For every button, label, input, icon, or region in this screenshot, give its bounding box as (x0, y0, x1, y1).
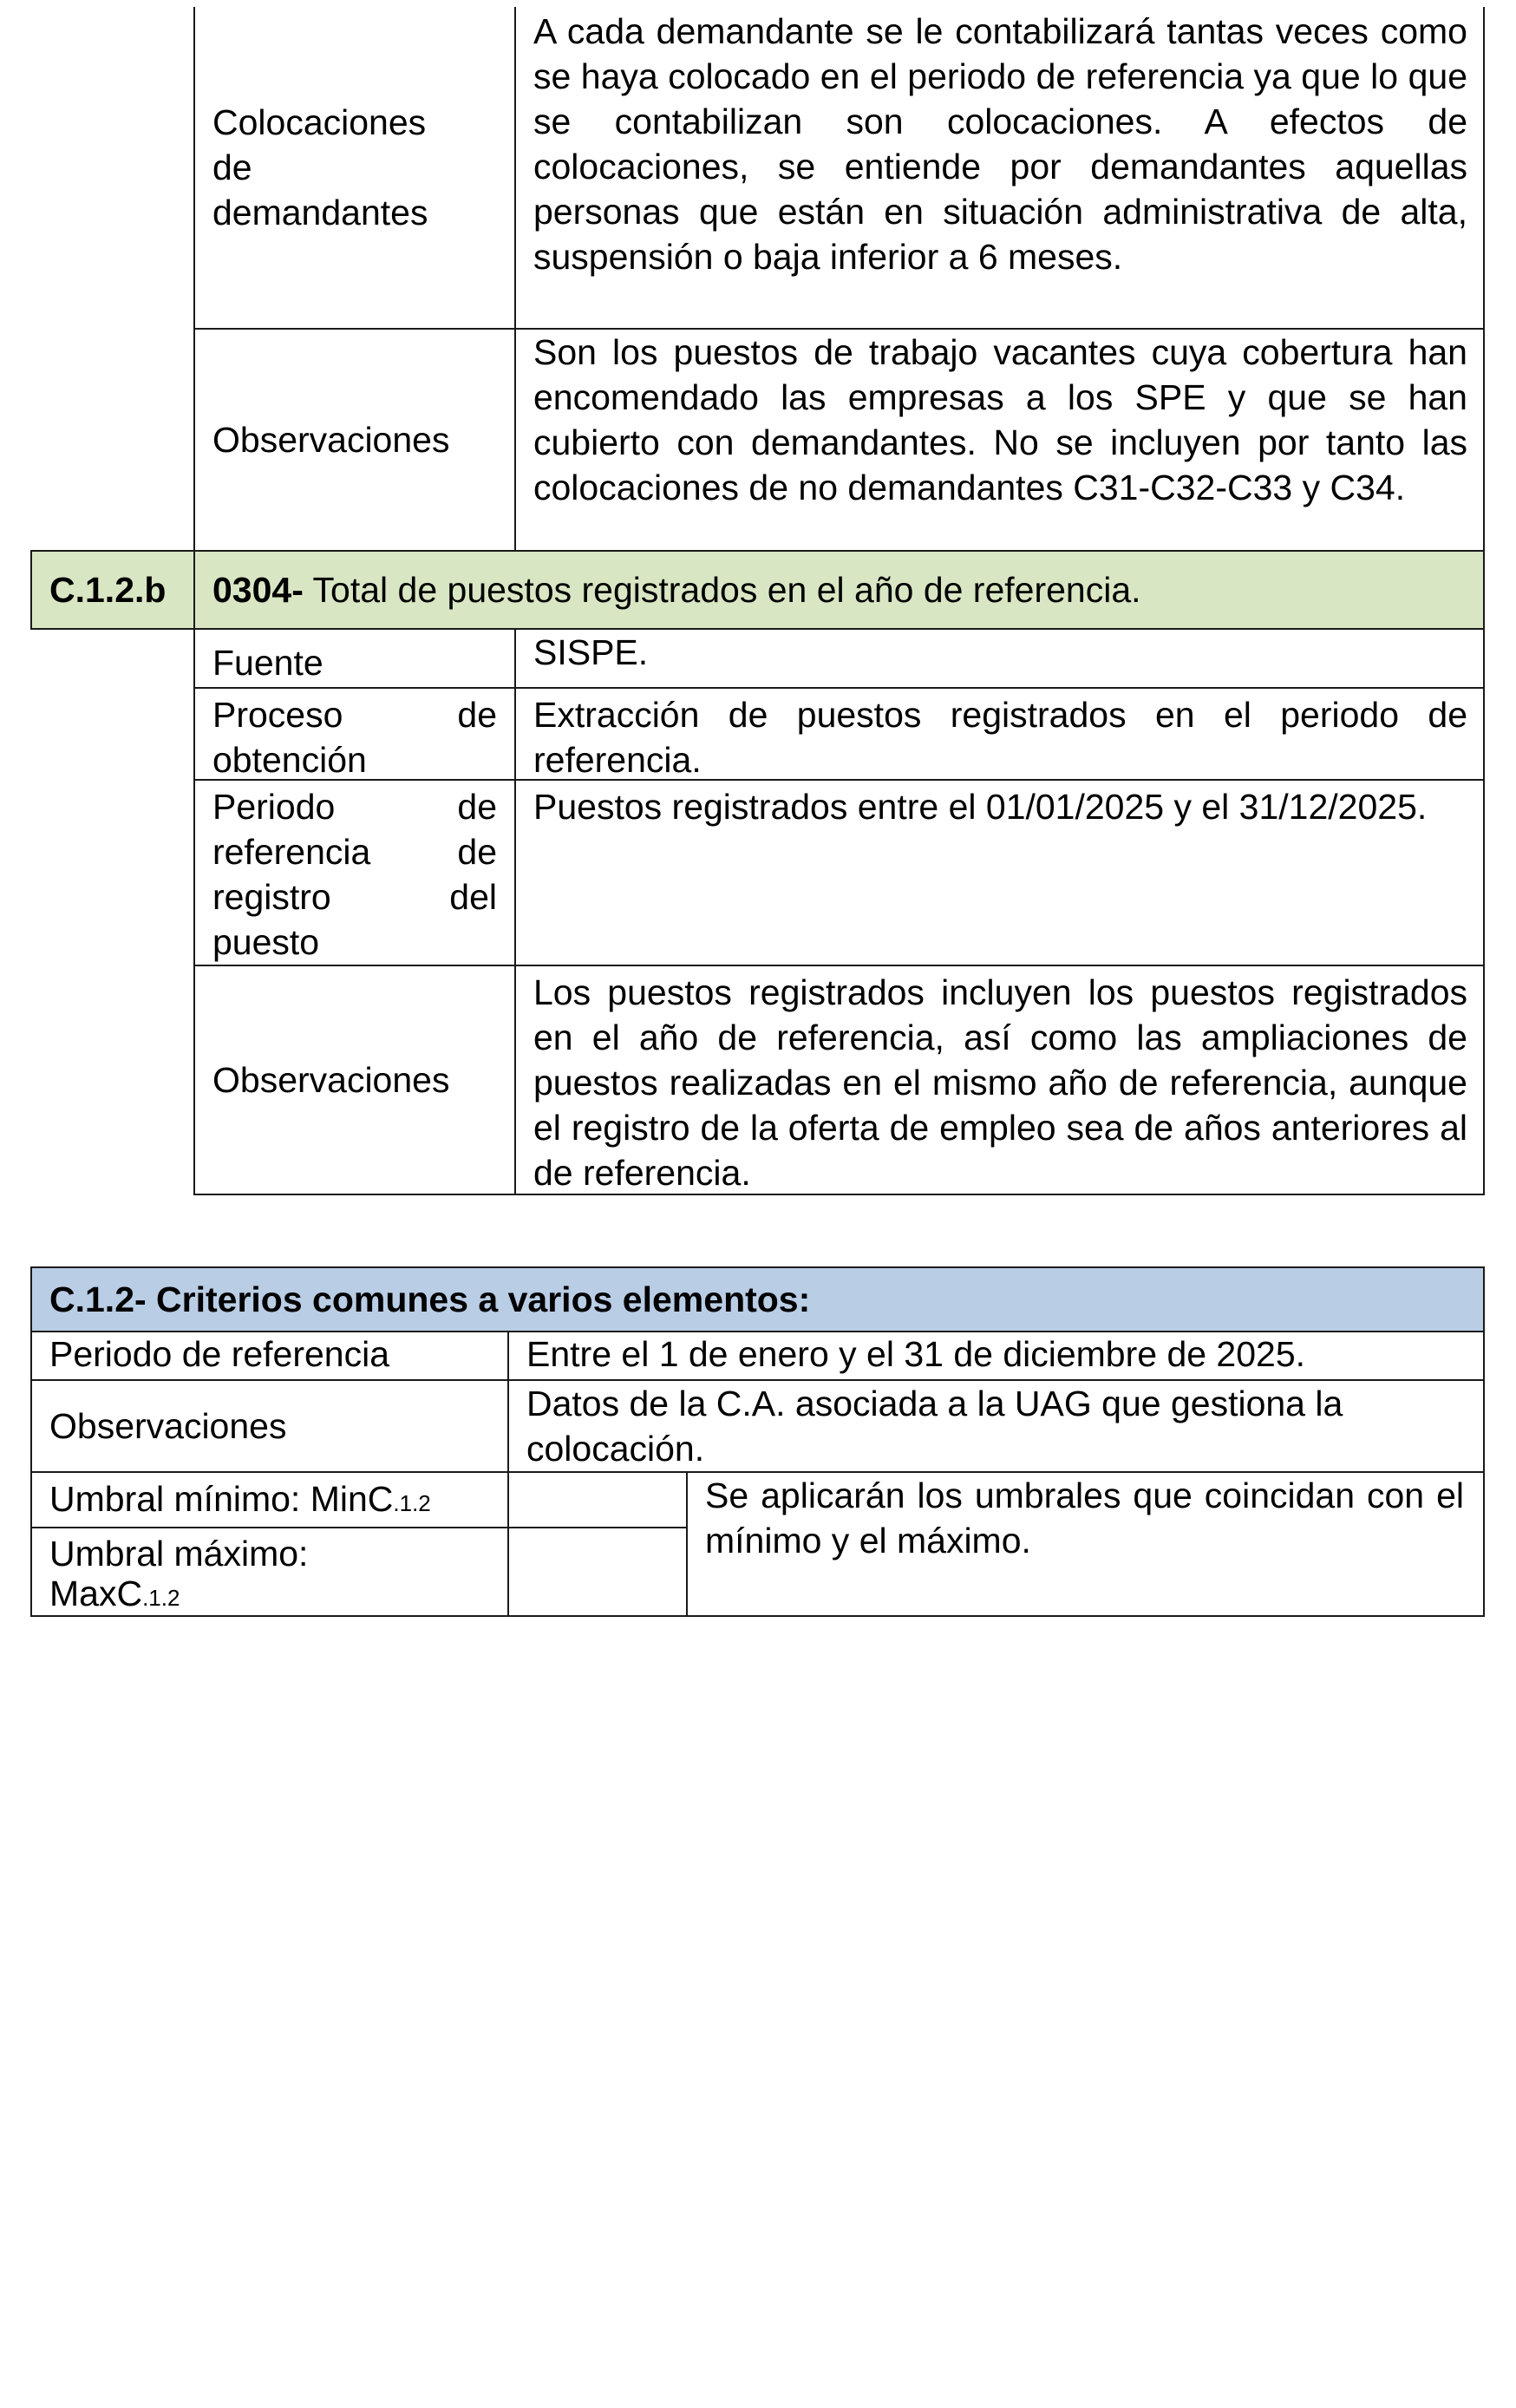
periodo-b-label-line3 (212, 874, 497, 919)
umbral-min-label (32, 1473, 507, 1526)
section-c-header (30, 1266, 1485, 1332)
proceso-value: Extracción de puestos registrados en el periodo de referencia. (533, 695, 1467, 780)
observaciones-a-text-cell (514, 328, 1485, 552)
section-c-dash-text: - Criterios comunes a varios elementos: (134, 1279, 811, 1319)
periodo-b-label (195, 781, 514, 965)
umbral-max-label-cell (30, 1527, 509, 1617)
periodo-b-value: Puestos registrados entre el 01/01/2025 y el 31/12/2025. (533, 787, 1428, 827)
colocaciones-label: Colocaciones de demandantes (212, 102, 428, 232)
umbral-min-sub: .1.2 (393, 1490, 431, 1516)
section-b-divider (193, 552, 195, 628)
umbral-max-value-cell[interactable] (507, 1527, 688, 1617)
periodo-b-l3b: del (449, 877, 497, 917)
observaciones-b-value: Los puestos registrados incluyen los puestos registrados en el año de referencia, así como las ampliaciones de puestos realizadas en el mismo año de referencia, aunque el registro de la oferta de empleo sea de años anteriores al de referencia. (533, 972, 1467, 1193)
proceso-label-w1: Proceso (212, 695, 343, 735)
periodo-b-label-cell (193, 779, 516, 966)
observaciones-a-text: Son los puestos de trabajo vacantes cuya cobertura han encomendado las empresas a los SPE y que se han cubierto con demandantes. No se incluyen por tanto las colocaciones de no demandantes C31-C32-C33 y C34. (533, 332, 1467, 507)
observaciones-c-label: Observaciones (49, 1406, 287, 1446)
observaciones-a-label: Observaciones (212, 420, 450, 460)
fuente-value-cell (514, 628, 1485, 689)
fuente-value: SISPE. (533, 632, 649, 672)
proceso-value-cell (514, 687, 1485, 781)
periodo-b-l1a: Periodo (212, 787, 336, 827)
section-c-title (49, 1277, 810, 1322)
section-b-code: C.1.2.b (49, 570, 167, 610)
periodo-c-label: Periodo de referencia (49, 1334, 390, 1374)
umbral-min-value-cell[interactable] (507, 1471, 688, 1528)
observaciones-b-value-cell (514, 965, 1485, 1195)
section-b-title (212, 567, 1141, 612)
observaciones-c-value-cell (507, 1379, 1485, 1473)
fuente-label-cell (193, 628, 516, 689)
periodo-c-value-cell (507, 1331, 1485, 1381)
observaciones-c-value: Datos de la C.A. asociada a la UAG que gestiona la colocación. (526, 1384, 1343, 1469)
umbral-max-label-line1: Umbral máximo: (49, 1534, 309, 1574)
periodo-b-l2b: de (457, 832, 497, 872)
periodo-b-value-cell (514, 779, 1485, 966)
section-b-title-text: Total de puestos registrados en el año de referencia. (303, 570, 1141, 610)
periodo-c-value: Entre el 1 de enero y el 31 de diciembre de 2025. (526, 1334, 1306, 1374)
periodo-b-l2a: referencia (212, 832, 371, 872)
umbral-max-sub: .1.2 (142, 1585, 180, 1611)
section-b-header (30, 550, 1485, 630)
umbral-min-label-text: Umbral mínimo: MinC (49, 1479, 394, 1519)
observaciones-a-label-cell (193, 328, 516, 552)
colocaciones-text: A cada demandante se le contabilizará tantas veces como se haya colocado en el periodo de referencia ya que lo que se contabilizan son colocaciones. A efectos de colocaciones, se entiende por demandantes aquellas personas que están en situación administrativa de alta, suspensión o baja inferior a 6 meses. (533, 11, 1467, 277)
colocaciones-text-cell (514, 7, 1485, 330)
observaciones-b-label-cell (193, 965, 516, 1195)
periodo-b-label-line4: puesto (212, 922, 320, 962)
periodo-b-l1b: de (457, 787, 497, 827)
observaciones-c-label-cell (30, 1379, 509, 1473)
proceso-label-line1 (212, 692, 497, 737)
umbral-min-label-cell (30, 1471, 509, 1528)
umbral-note: Se aplicarán los umbrales que coincidan con el mínimo y el máximo. (705, 1476, 1464, 1561)
proceso-label-line2: obtención (212, 740, 367, 780)
proceso-label-w2: de (457, 695, 497, 735)
umbral-max-label (32, 1528, 507, 1618)
umbral-max-label-line2: MaxC (49, 1574, 143, 1613)
colocaciones-label-cell (193, 7, 516, 330)
periodo-b-label-line1 (212, 784, 497, 829)
proceso-label-cell (193, 687, 516, 781)
umbral-note-cell (686, 1471, 1485, 1617)
section-b-title-code: 0304- (212, 570, 304, 610)
periodo-b-label-line2 (212, 829, 497, 874)
proceso-label (195, 689, 514, 782)
fuente-label: Fuente (212, 643, 323, 683)
section-c-code: C.1.2 (49, 1279, 134, 1319)
periodo-b-l3a: registro (212, 877, 331, 917)
periodo-c-label-cell (30, 1331, 509, 1381)
observaciones-b-label: Observaciones (212, 1060, 450, 1100)
